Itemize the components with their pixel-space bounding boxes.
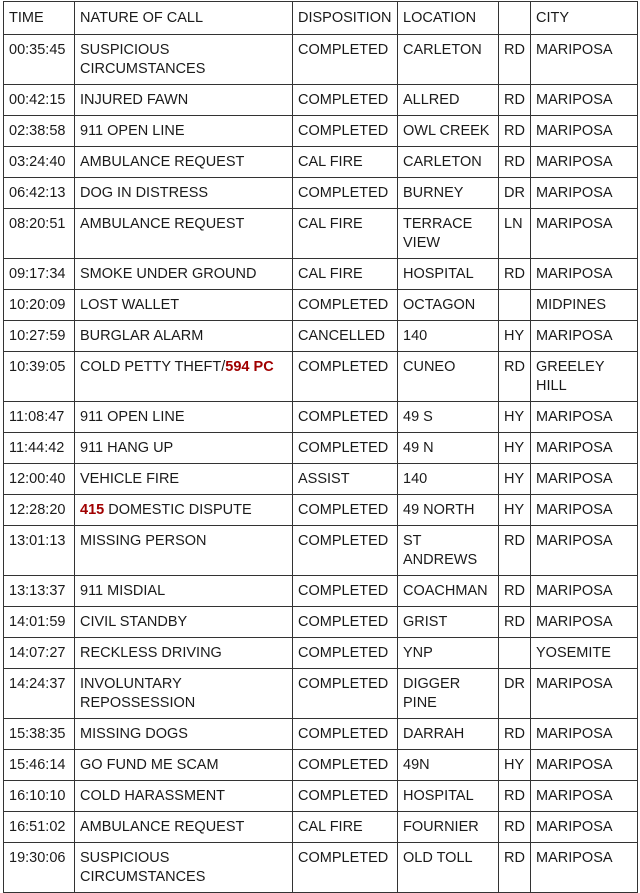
cell-nature — [75, 607, 293, 638]
cell-disposition: COMPLETED — [293, 402, 398, 433]
cell-nature — [75, 433, 293, 464]
nature-text: DOMESTIC DISPUTE — [104, 502, 252, 518]
cell-location: 49 N — [398, 433, 499, 464]
cell-location: ALLRED — [398, 85, 499, 116]
cell-disposition: COMPLETED — [293, 719, 398, 750]
nature-text: MISSING DOGS — [80, 726, 188, 742]
cell-disposition: COMPLETED — [293, 116, 398, 147]
cell-disposition: COMPLETED — [293, 781, 398, 812]
cell-suffix: RD — [499, 576, 531, 607]
table-body — [4, 35, 638, 893]
cell-time: 00:35:45 — [4, 35, 75, 85]
cell-suffix: HY — [499, 495, 531, 526]
cell-city: MARIPOSA — [531, 116, 638, 147]
cell-location: HOSPITAL — [398, 781, 499, 812]
table-row — [4, 843, 638, 893]
cell-disposition: COMPLETED — [293, 638, 398, 669]
table-row — [4, 259, 638, 290]
cell-location: YNP — [398, 638, 499, 669]
cell-time: 14:07:27 — [4, 638, 75, 669]
cell-disposition: COMPLETED — [293, 750, 398, 781]
cell-suffix: RD — [499, 719, 531, 750]
cell-nature — [75, 719, 293, 750]
cell-nature — [75, 352, 293, 402]
cell-city: MARIPOSA — [531, 526, 638, 576]
cell-location: FOURNIER — [398, 812, 499, 843]
cell-city: YOSEMITE — [531, 638, 638, 669]
cell-nature — [75, 495, 293, 526]
cell-suffix: RD — [499, 85, 531, 116]
cell-city: MARIPOSA — [531, 433, 638, 464]
cell-nature — [75, 259, 293, 290]
cell-disposition: CAL FIRE — [293, 812, 398, 843]
cell-nature — [75, 638, 293, 669]
table-row — [4, 178, 638, 209]
cell-disposition: COMPLETED — [293, 576, 398, 607]
cell-suffix: RD — [499, 843, 531, 893]
cell-location: 49N — [398, 750, 499, 781]
cell-time: 14:01:59 — [4, 607, 75, 638]
cell-time: 14:24:37 — [4, 669, 75, 719]
cell-suffix: HY — [499, 321, 531, 352]
cell-suffix: HY — [499, 750, 531, 781]
cell-time: 19:30:06 — [4, 843, 75, 893]
cell-location: OCTAGON — [398, 290, 499, 321]
table-row — [4, 321, 638, 352]
cell-nature — [75, 526, 293, 576]
cell-disposition: COMPLETED — [293, 433, 398, 464]
cell-time: 10:27:59 — [4, 321, 75, 352]
table-row — [4, 290, 638, 321]
cell-nature — [75, 209, 293, 259]
cell-city: MIDPINES — [531, 290, 638, 321]
cell-nature — [75, 147, 293, 178]
header-time: TIME — [4, 2, 75, 35]
cell-location: OLD TOLL — [398, 843, 499, 893]
cell-location: CARLETON — [398, 147, 499, 178]
cell-time: 12:28:20 — [4, 495, 75, 526]
table-row — [4, 209, 638, 259]
cell-suffix: LN — [499, 209, 531, 259]
table-row — [4, 35, 638, 85]
cell-city: MARIPOSA — [531, 669, 638, 719]
nature-text: AMBULANCE REQUEST — [80, 216, 245, 232]
nature-text: 911 OPEN LINE — [80, 123, 185, 139]
nature-text: RECKLESS DRIVING — [80, 645, 222, 661]
table-row — [4, 526, 638, 576]
cell-suffix: RD — [499, 607, 531, 638]
cell-location: DARRAH — [398, 719, 499, 750]
cell-time: 08:20:51 — [4, 209, 75, 259]
header-location: LOCATION — [398, 2, 499, 35]
cell-nature — [75, 843, 293, 893]
cell-nature — [75, 35, 293, 85]
cell-city: MARIPOSA — [531, 576, 638, 607]
cell-location: CUNEO — [398, 352, 499, 402]
nature-text: COLD HARASSMENT — [80, 788, 226, 804]
cell-nature — [75, 178, 293, 209]
nature-text: INVOLUNTARY REPOSSESSION — [80, 676, 196, 711]
cell-disposition: COMPLETED — [293, 526, 398, 576]
cell-time: 13:01:13 — [4, 526, 75, 576]
nature-text: MISSING PERSON — [80, 533, 207, 549]
cell-location: BURNEY — [398, 178, 499, 209]
cell-time: 09:17:34 — [4, 259, 75, 290]
cell-suffix: RD — [499, 781, 531, 812]
cell-disposition: ASSIST — [293, 464, 398, 495]
cell-suffix: DR — [499, 178, 531, 209]
cell-time: 13:13:37 — [4, 576, 75, 607]
cell-time: 12:00:40 — [4, 464, 75, 495]
table-row — [4, 812, 638, 843]
table-row — [4, 719, 638, 750]
nature-text: AMBULANCE REQUEST — [80, 819, 245, 835]
cell-suffix: RD — [499, 526, 531, 576]
cell-nature — [75, 464, 293, 495]
cell-disposition: COMPLETED — [293, 607, 398, 638]
cell-city: MARIPOSA — [531, 321, 638, 352]
cell-disposition: COMPLETED — [293, 669, 398, 719]
nature-text: LOST WALLET — [80, 297, 180, 313]
cell-time: 16:51:02 — [4, 812, 75, 843]
cell-location: ST ANDREWS — [398, 526, 499, 576]
cell-suffix: RD — [499, 35, 531, 85]
table-row — [4, 495, 638, 526]
cell-nature — [75, 116, 293, 147]
cell-disposition: CAL FIRE — [293, 259, 398, 290]
cell-nature — [75, 669, 293, 719]
cell-nature — [75, 321, 293, 352]
cell-nature — [75, 812, 293, 843]
cell-location: GRIST — [398, 607, 499, 638]
cell-nature — [75, 290, 293, 321]
call-log-table — [3, 1, 638, 893]
cell-disposition: COMPLETED — [293, 290, 398, 321]
cell-city: MARIPOSA — [531, 719, 638, 750]
cell-city: MARIPOSA — [531, 464, 638, 495]
nature-text: SUSPICIOUS CIRCUMSTANCES — [80, 42, 206, 77]
table-row — [4, 781, 638, 812]
cell-nature — [75, 402, 293, 433]
cell-time: 00:42:15 — [4, 85, 75, 116]
table-row — [4, 576, 638, 607]
cell-time: 03:24:40 — [4, 147, 75, 178]
cell-disposition: COMPLETED — [293, 495, 398, 526]
table-row — [4, 85, 638, 116]
table-row — [4, 638, 638, 669]
cell-disposition: COMPLETED — [293, 352, 398, 402]
nature-text: BURGLAR ALARM — [80, 328, 204, 344]
table-row — [4, 433, 638, 464]
cell-city: MARIPOSA — [531, 750, 638, 781]
cell-suffix: HY — [499, 433, 531, 464]
table-row — [4, 402, 638, 433]
header-suffix — [499, 2, 531, 35]
cell-city: MARIPOSA — [531, 178, 638, 209]
nature-text: SUSPICIOUS CIRCUMSTANCES — [80, 850, 206, 885]
cell-suffix: RD — [499, 147, 531, 178]
cell-time: 11:08:47 — [4, 402, 75, 433]
cell-location: DIGGER PINE — [398, 669, 499, 719]
cell-city: GREELEY HILL — [531, 352, 638, 402]
nature-text: 911 HANG UP — [80, 440, 174, 456]
nature-text: GO FUND ME SCAM — [80, 757, 219, 773]
nature-text: DOG IN DISTRESS — [80, 185, 209, 201]
cell-time: 15:46:14 — [4, 750, 75, 781]
cell-location: HOSPITAL — [398, 259, 499, 290]
cell-location: OWL CREEK — [398, 116, 499, 147]
table-row — [4, 352, 638, 402]
cell-location: COACHMAN — [398, 576, 499, 607]
cell-suffix — [499, 638, 531, 669]
table-row — [4, 116, 638, 147]
cell-time: 16:10:10 — [4, 781, 75, 812]
cell-location: 49 S — [398, 402, 499, 433]
cell-time: 10:20:09 — [4, 290, 75, 321]
nature-code: 415 — [80, 502, 105, 518]
cell-suffix: RD — [499, 812, 531, 843]
cell-time: 11:44:42 — [4, 433, 75, 464]
table-row — [4, 147, 638, 178]
cell-city: MARIPOSA — [531, 495, 638, 526]
cell-nature — [75, 85, 293, 116]
cell-city: MARIPOSA — [531, 209, 638, 259]
nature-text: VEHICLE FIRE — [80, 471, 180, 487]
cell-disposition: CAL FIRE — [293, 147, 398, 178]
cell-suffix: HY — [499, 464, 531, 495]
cell-suffix: DR — [499, 669, 531, 719]
cell-disposition: COMPLETED — [293, 85, 398, 116]
table-row — [4, 607, 638, 638]
header-row — [4, 2, 638, 35]
cell-nature — [75, 781, 293, 812]
cell-city: MARIPOSA — [531, 147, 638, 178]
cell-time: 02:38:58 — [4, 116, 75, 147]
cell-suffix: RD — [499, 259, 531, 290]
cell-city: MARIPOSA — [531, 812, 638, 843]
cell-disposition: CAL FIRE — [293, 209, 398, 259]
table-row — [4, 464, 638, 495]
cell-city: MARIPOSA — [531, 402, 638, 433]
cell-city: MARIPOSA — [531, 781, 638, 812]
table-row — [4, 750, 638, 781]
cell-disposition: CANCELLED — [293, 321, 398, 352]
cell-disposition: COMPLETED — [293, 843, 398, 893]
nature-text: AMBULANCE REQUEST — [80, 154, 245, 170]
cell-time: 06:42:13 — [4, 178, 75, 209]
nature-text: CIVIL STANDBY — [80, 614, 188, 630]
cell-city: MARIPOSA — [531, 85, 638, 116]
nature-text: 911 OPEN LINE — [80, 409, 185, 425]
cell-location: 49 NORTH — [398, 495, 499, 526]
cell-suffix: RD — [499, 116, 531, 147]
cell-nature — [75, 576, 293, 607]
table-row — [4, 669, 638, 719]
nature-text: 911 MISDIAL — [80, 583, 166, 599]
cell-disposition: COMPLETED — [293, 35, 398, 85]
cell-location: TERRACE VIEW — [398, 209, 499, 259]
cell-time: 15:38:35 — [4, 719, 75, 750]
cell-city: MARIPOSA — [531, 607, 638, 638]
cell-nature — [75, 750, 293, 781]
cell-suffix: RD — [499, 352, 531, 402]
cell-suffix — [499, 290, 531, 321]
cell-location: 140 — [398, 464, 499, 495]
nature-code: 594 PC — [225, 359, 274, 375]
header-disposition: DISPOSITION — [293, 2, 398, 35]
cell-time: 10:39:05 — [4, 352, 75, 402]
cell-suffix: HY — [499, 402, 531, 433]
nature-prefix: COLD PETTY THEFT/ — [80, 359, 226, 375]
cell-city: MARIPOSA — [531, 843, 638, 893]
nature-text: SMOKE UNDER GROUND — [80, 266, 257, 282]
cell-disposition: COMPLETED — [293, 178, 398, 209]
cell-city: MARIPOSA — [531, 259, 638, 290]
header-city: CITY — [531, 2, 638, 35]
header-nature: NATURE OF CALL — [75, 2, 293, 35]
cell-city: MARIPOSA — [531, 35, 638, 85]
cell-location: 140 — [398, 321, 499, 352]
nature-text: INJURED FAWN — [80, 92, 189, 108]
cell-location: CARLETON — [398, 35, 499, 85]
